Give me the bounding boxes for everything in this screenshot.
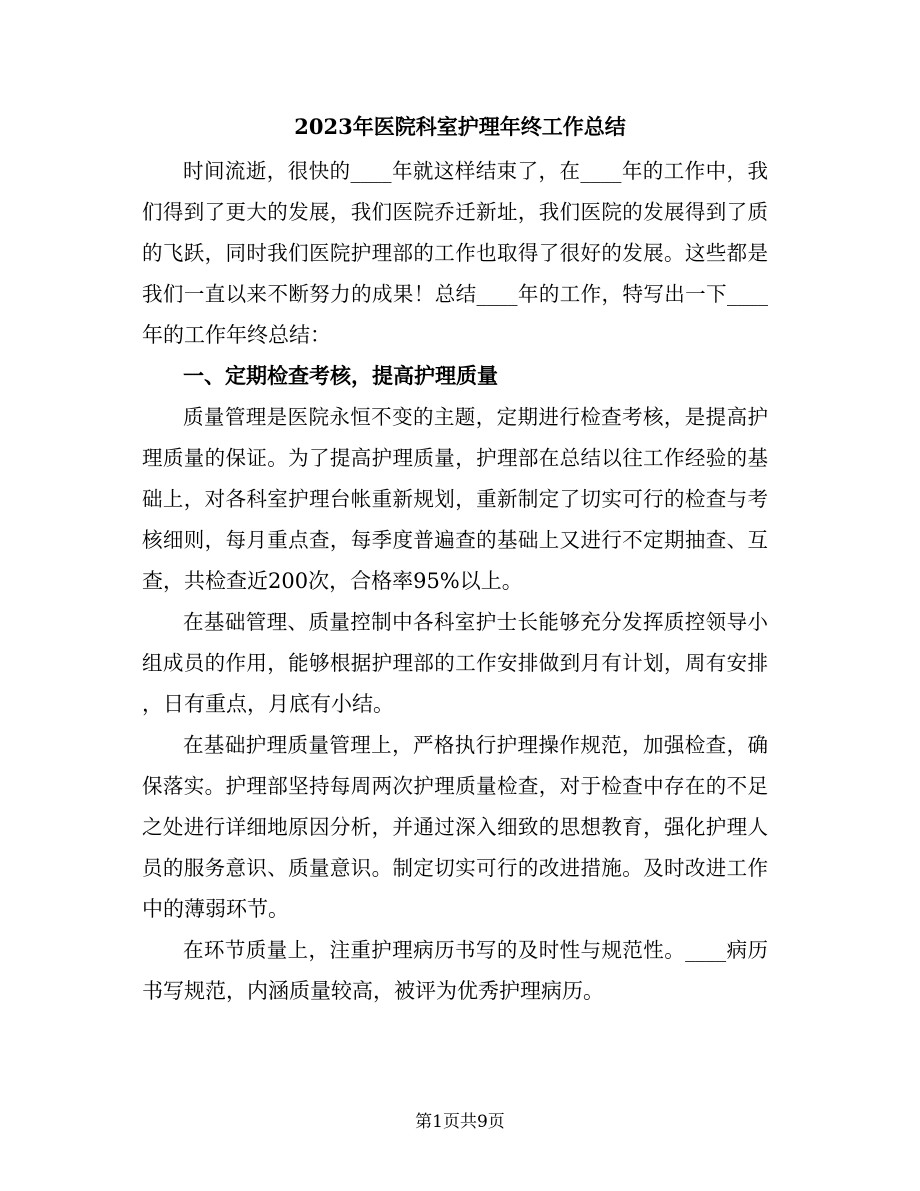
- paragraph-line: 书写规范，内涵质量较高，被评为优秀护理病历。: [142, 979, 604, 1003]
- paragraph-line: 年的工作年终总结：: [142, 323, 331, 347]
- page-number-footer: 第1页共9页: [415, 1112, 505, 1132]
- paragraph-line: 时间流逝，很快的____年就这样结束了，在____年的工作中，我: [183, 159, 768, 183]
- paragraph-line: 础上，对各科室护理台帐重新规划，重新制定了切实可行的检查与考: [142, 487, 768, 511]
- paragraph-line: 们得到了更大的发展，我们医院乔迁新址，我们医院的发展得到了质: [142, 200, 768, 224]
- paragraph-line: 在环节质量上，注重护理病历书写的及时性与规范性。____病历: [183, 938, 768, 962]
- paragraph-line: ，日有重点，月底有小结。: [142, 692, 394, 716]
- paragraph-line: 保落实。护理部坚持每周两次护理质量检查，对于检查中存在的不足: [142, 774, 768, 798]
- paragraph-line: 员的服务意识、质量意识。制定切实可行的改进措施。及时改进工作: [142, 856, 768, 880]
- paragraph-line: 组成员的作用，能够根据护理部的工作安排做到月有计划，周有安排: [142, 651, 768, 675]
- section-heading: 一、定期检查考核，提高护理质量: [183, 363, 498, 388]
- paragraph-line: 质量管理是医院永恒不变的主题，定期进行检查考核，是提高护: [183, 405, 768, 429]
- paragraph-line: 理质量的保证。为了提高护理质量，护理部在总结以往工作经验的基: [142, 446, 768, 470]
- paragraph-line: 核细则，每月重点查，每季度普遍查的基础上又进行不定期抽查、互: [142, 528, 768, 552]
- paragraph-line: 之处进行详细地原因分析，并通过深入细致的思想教育，强化护理人: [142, 815, 768, 839]
- paragraph-line: 在基础管理、质量控制中各科室护士长能够充分发挥质控领导小: [183, 610, 768, 634]
- document-title: 2023年医院科室护理年终工作总结: [294, 114, 626, 139]
- paragraph-line: 在基础护理质量管理上，严格执行护理操作规范，加强检查，确: [183, 733, 768, 757]
- paragraph-line: 中的薄弱环节。: [142, 897, 289, 921]
- paragraph-line: 我们一直以来不断努力的成果！总结____年的工作，特写出一下____: [142, 282, 768, 306]
- paragraph-line: 查，共检查近200次，合格率95%以上。: [142, 569, 523, 593]
- paragraph-line: 的飞跃，同时我们医院护理部的工作也取得了很好的发展。这些都是: [142, 241, 768, 265]
